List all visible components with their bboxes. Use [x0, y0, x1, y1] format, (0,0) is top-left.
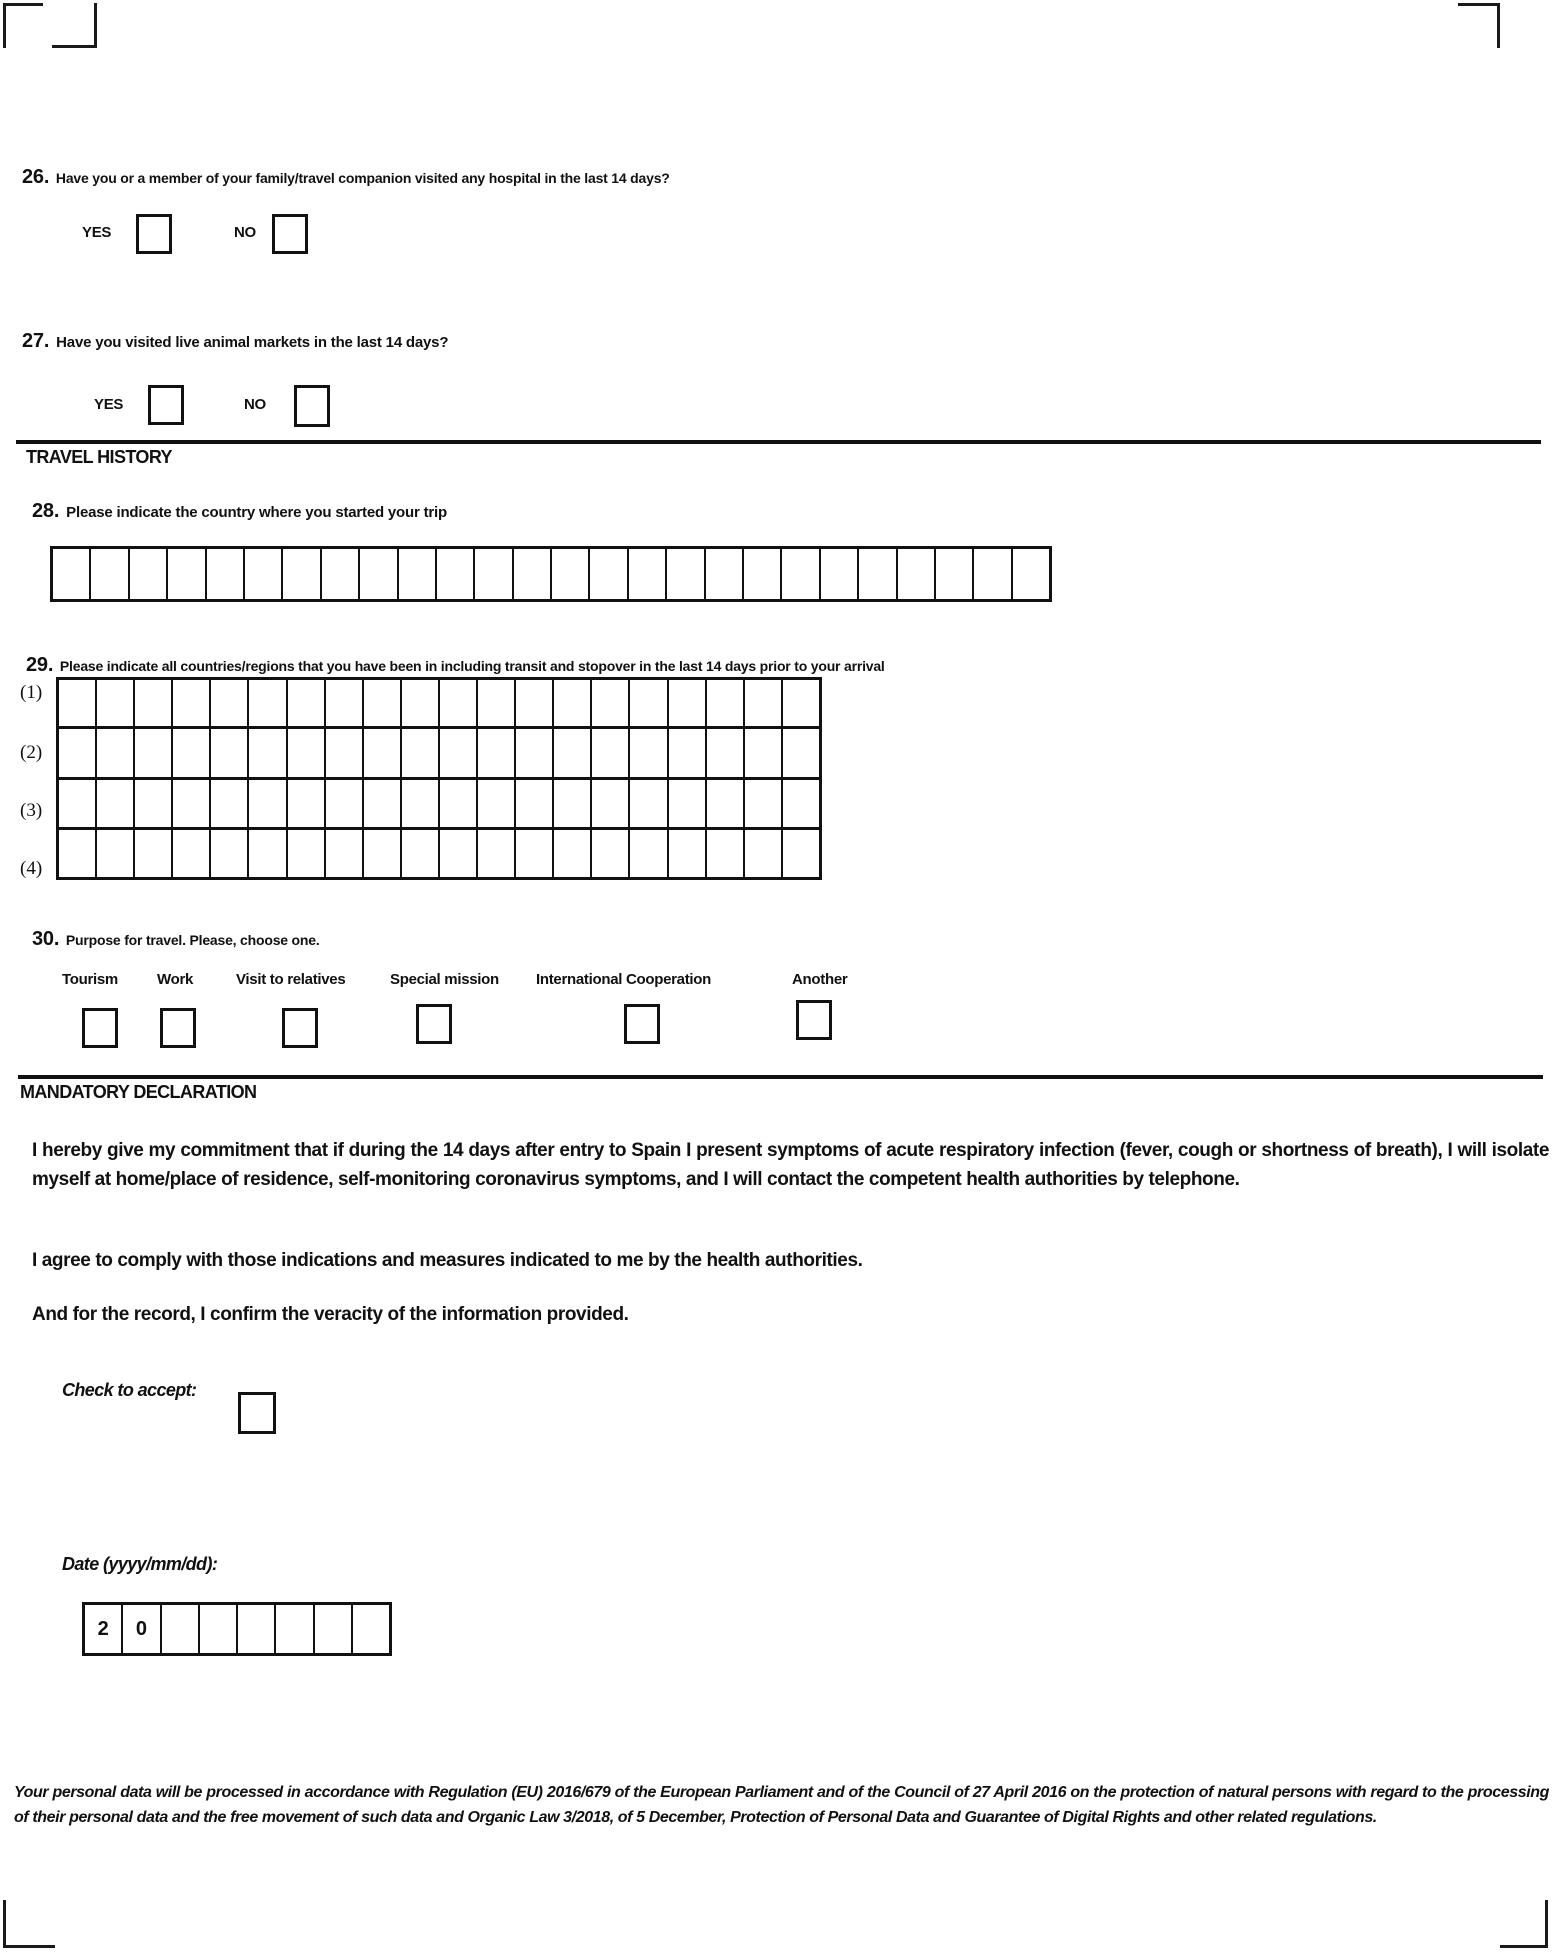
q29-row-label: (2) [20, 742, 43, 763]
travel-history-heading: TRAVEL HISTORY [26, 447, 172, 467]
char-cell[interactable] [402, 729, 440, 777]
data-protection-notice: Your personal data will be processed in accordance with Regulation (EU) 2016/679 of the European Parliament and of the Council of 27 April 2016 on the protection of natural persons with regard to the processing of their personal data and the free movement of such data and Organic Law 3/2018, of 5 December, Protection of Personal Data and Guarantee of Digital Rights and other related regulations. [14, 1784, 1549, 1826]
char-cell[interactable] [135, 729, 173, 777]
char-cell[interactable] [53, 549, 91, 599]
char-cell[interactable] [592, 729, 630, 777]
char-cell[interactable] [288, 830, 326, 877]
char-cell[interactable] [135, 680, 173, 726]
q29-row-label: (1) [20, 682, 43, 703]
q26-text: Have you or a member of your family/travel companion visited any hospital in the last 14 days? [55, 170, 670, 186]
char-cell[interactable] [745, 780, 783, 827]
section-divider-mandatory-declaration [18, 1075, 1543, 1079]
char-cell[interactable] [630, 780, 668, 827]
section-divider-travel-history [16, 440, 1541, 444]
q30-question [32, 928, 320, 951]
char-cell[interactable] [630, 830, 668, 877]
q30-option-label: Another [792, 971, 848, 988]
corner-mark-top-right [1458, 3, 1500, 48]
q29-number: 29. [26, 654, 54, 676]
accept-label: Check to accept: [62, 1380, 197, 1400]
char-cell[interactable] [630, 729, 668, 777]
q29-country-row-1[interactable] [56, 677, 822, 729]
char-cell[interactable] [514, 549, 552, 599]
char-cell[interactable] [592, 680, 630, 726]
char-cell[interactable] [440, 780, 478, 827]
q30-option-label: Special mission [390, 971, 499, 988]
char-cell[interactable] [135, 830, 173, 877]
char-cell[interactable] [783, 830, 819, 877]
char-cell[interactable] [744, 549, 782, 599]
q30-option-label: International Cooperation [536, 971, 712, 988]
q29-question [26, 654, 885, 677]
char-cell[interactable] [437, 549, 475, 599]
q27-yes-checkbox[interactable] [148, 385, 184, 425]
char-cell[interactable] [364, 729, 402, 777]
char-cell[interactable] [211, 680, 249, 726]
q30-option-label: Work [157, 971, 194, 988]
corner-mark-top-left-cap [3, 3, 43, 6]
q30-another-checkbox[interactable] [796, 1000, 832, 1040]
q26-question [22, 166, 670, 189]
q30-work-checkbox[interactable] [160, 1008, 196, 1048]
q26-number: 26. [22, 166, 50, 188]
char-cell[interactable] [59, 830, 97, 877]
char-cell[interactable] [59, 780, 97, 827]
corner-mark-bottom-right [1500, 1900, 1548, 1948]
char-cell[interactable] [168, 549, 206, 599]
char-cell[interactable] [440, 830, 478, 877]
date-digit-cell[interactable] [276, 1605, 314, 1653]
char-cell[interactable] [173, 830, 211, 877]
char-cell[interactable] [898, 549, 936, 599]
char-cell[interactable] [554, 729, 592, 777]
q30-visit-relatives-checkbox[interactable] [282, 1008, 318, 1048]
accept-checkbox[interactable] [238, 1392, 276, 1434]
q27-no-label: NO [244, 396, 266, 413]
char-cell[interactable] [59, 680, 97, 726]
char-cell[interactable] [245, 549, 283, 599]
char-cell[interactable] [288, 680, 326, 726]
char-cell[interactable] [249, 729, 287, 777]
date-digit-cell[interactable] [162, 1605, 200, 1653]
char-cell[interactable] [364, 780, 402, 827]
char-cell[interactable] [478, 680, 516, 726]
char-cell[interactable] [630, 680, 668, 726]
q28-text: Please indicate the country where you started your trip [66, 504, 447, 521]
q29-text: Please indicate all countries/regions that you have been in including transit and stopover in the last 14 days prior to your arrival [59, 658, 885, 674]
q30-international-cooperation-checkbox[interactable] [624, 1004, 660, 1044]
q28-number: 28. [32, 500, 60, 522]
char-cell[interactable] [326, 729, 364, 777]
q27-yes-label: YES [94, 396, 124, 413]
mandatory-declaration-heading: MANDATORY DECLARATION [20, 1082, 257, 1102]
q29-country-row-2[interactable] [56, 729, 822, 780]
char-cell[interactable] [783, 680, 819, 726]
char-cell[interactable] [745, 729, 783, 777]
char-cell[interactable] [283, 549, 321, 599]
char-cell[interactable] [629, 549, 667, 599]
char-cell[interactable] [669, 830, 707, 877]
char-cell[interactable] [288, 729, 326, 777]
char-cell[interactable] [478, 780, 516, 827]
q27-text: Have you visited live animal markets in the last 14 days? [56, 334, 449, 351]
q29-row-label: (3) [20, 800, 43, 821]
q26-yes-label: YES [82, 224, 112, 241]
q30-option-label: Tourism [62, 971, 118, 988]
char-cell[interactable] [669, 780, 707, 827]
q28-question [32, 500, 447, 523]
char-cell[interactable] [590, 549, 628, 599]
char-cell[interactable] [669, 680, 707, 726]
char-cell[interactable] [288, 780, 326, 827]
char-cell[interactable] [782, 549, 820, 599]
char-cell[interactable] [667, 549, 705, 599]
date-digit-cell[interactable] [200, 1605, 238, 1653]
char-cell[interactable] [554, 680, 592, 726]
char-cell[interactable] [707, 729, 745, 777]
char-cell[interactable] [783, 780, 819, 827]
q29-row-label: (4) [20, 858, 43, 879]
date-digit-cell[interactable] [353, 1605, 389, 1653]
q30-number: 30. [32, 928, 60, 950]
char-cell[interactable] [211, 780, 249, 827]
char-cell[interactable] [707, 780, 745, 827]
char-cell[interactable] [59, 729, 97, 777]
char-cell[interactable] [97, 780, 135, 827]
char-cell[interactable] [974, 549, 1012, 599]
char-cell[interactable] [97, 680, 135, 726]
char-cell[interactable] [859, 549, 897, 599]
q28-country-input-grid[interactable] [50, 546, 1052, 602]
date-input-grid[interactable] [82, 1602, 392, 1656]
q27-question [22, 330, 448, 353]
q27-number: 27. [22, 330, 50, 352]
date-label: Date (yyyy/mm/dd): [62, 1554, 218, 1574]
q26-no-label: NO [234, 224, 256, 241]
char-cell[interactable] [402, 780, 440, 827]
corner-mark-top-left [3, 3, 6, 48]
char-cell[interactable] [364, 830, 402, 877]
char-cell[interactable] [745, 830, 783, 877]
char-cell[interactable] [669, 729, 707, 777]
q29-country-row-4[interactable] [56, 830, 822, 880]
char-cell[interactable] [936, 549, 974, 599]
char-cell[interactable] [554, 780, 592, 827]
declaration-paragraph-2: I agree to comply with those indications and measures indicated to me by the health authorities. [32, 1250, 863, 1271]
char-cell[interactable] [1013, 549, 1049, 599]
char-cell[interactable] [552, 549, 590, 599]
char-cell[interactable] [516, 780, 554, 827]
char-cell[interactable] [707, 680, 745, 726]
char-cell[interactable] [554, 830, 592, 877]
char-cell[interactable] [130, 549, 168, 599]
char-cell[interactable] [706, 549, 744, 599]
char-cell[interactable] [207, 549, 245, 599]
char-cell[interactable] [402, 680, 440, 726]
char-cell[interactable] [173, 680, 211, 726]
char-cell[interactable] [516, 729, 554, 777]
char-cell[interactable] [97, 830, 135, 877]
char-cell[interactable] [745, 680, 783, 726]
q29-country-row-3[interactable] [56, 780, 822, 830]
char-cell[interactable] [326, 830, 364, 877]
char-cell[interactable] [364, 680, 402, 726]
char-cell[interactable] [475, 549, 513, 599]
char-cell[interactable] [516, 680, 554, 726]
char-cell[interactable] [440, 680, 478, 726]
char-cell[interactable] [402, 830, 440, 877]
q26-no-checkbox[interactable] [272, 214, 308, 254]
q30-special-mission-checkbox[interactable] [416, 1004, 452, 1044]
char-cell[interactable] [478, 729, 516, 777]
char-cell[interactable] [249, 830, 287, 877]
date-digit-cell[interactable]: 2 [85, 1605, 123, 1653]
q30-option-label: Visit to relatives [236, 971, 346, 988]
date-digit-cell[interactable]: 0 [123, 1605, 161, 1653]
date-digit-cell[interactable] [238, 1605, 276, 1653]
char-cell[interactable] [249, 680, 287, 726]
char-cell[interactable] [326, 780, 364, 827]
char-cell[interactable] [478, 830, 516, 877]
date-digit-cell[interactable] [315, 1605, 353, 1653]
char-cell[interactable] [135, 780, 173, 827]
char-cell[interactable] [91, 549, 129, 599]
char-cell[interactable] [707, 830, 745, 877]
char-cell[interactable] [592, 830, 630, 877]
char-cell[interactable] [783, 729, 819, 777]
char-cell[interactable] [173, 729, 211, 777]
q26-yes-checkbox[interactable] [136, 214, 172, 254]
char-cell[interactable] [173, 780, 211, 827]
q27-no-checkbox[interactable] [294, 385, 330, 427]
corner-mark-top-left-foot [52, 3, 97, 48]
char-cell[interactable] [440, 729, 478, 777]
char-cell[interactable] [360, 549, 398, 599]
char-cell[interactable] [516, 830, 554, 877]
char-cell[interactable] [821, 549, 859, 599]
corner-mark-bottom-left [3, 1900, 55, 1948]
declaration-paragraph-1: I hereby give my commitment that if during the 14 days after entry to Spain I present symptoms of acute respiratory infection (fever, cough or shortness of breath), I will isolate myself at home/place of residence, self-monitoring coronavirus symptoms, and I will contact the competent health authorities by telephone. [32, 1140, 1549, 1190]
q30-text: Purpose for travel. Please, choose one. [65, 932, 320, 948]
declaration-paragraph-3: And for the record, I confirm the veracity of the information provided. [32, 1304, 629, 1325]
char-cell[interactable] [211, 830, 249, 877]
char-cell[interactable] [592, 780, 630, 827]
char-cell[interactable] [211, 729, 249, 777]
char-cell[interactable] [249, 780, 287, 827]
char-cell[interactable] [399, 549, 437, 599]
char-cell[interactable] [97, 729, 135, 777]
char-cell[interactable] [322, 549, 360, 599]
q30-tourism-checkbox[interactable] [82, 1008, 118, 1048]
char-cell[interactable] [326, 680, 364, 726]
